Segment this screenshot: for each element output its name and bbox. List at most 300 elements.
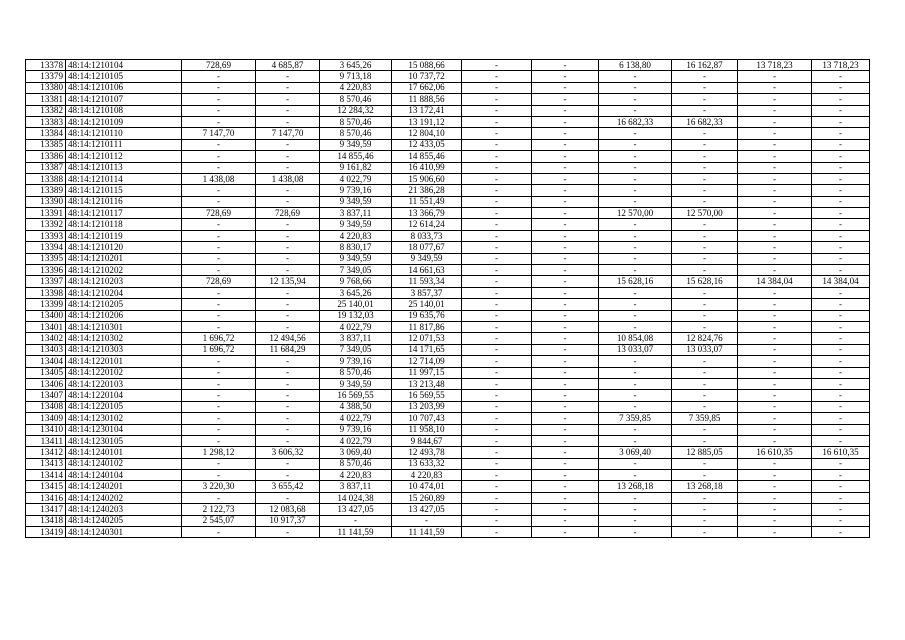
cell-value-col-6: 14 661,63 [392,265,462,276]
cell-value-col-12: - [812,208,870,219]
cell-value-col-8: - [532,401,599,412]
cell-row-number: 13417 [26,504,66,515]
cell-value-col-3: 1 298,12 [182,447,256,458]
cell-value-col-5: 25 140,01 [320,299,392,310]
cell-value-col-7: - [462,424,532,435]
cell-value-col-5: 4 220,83 [320,230,392,241]
cell-value-col-4: - [256,94,320,105]
cell-value-col-7: - [462,435,532,446]
cell-value-col-8: - [532,504,599,515]
table-row [26,128,870,139]
cell-value-col-7: - [462,162,532,173]
cell-cadastral-number: 48:14:1210301 [66,321,182,332]
cell-value-col-8: - [532,378,599,389]
cell-value-col-12: - [812,82,870,93]
cell-cadastral-number: 48:14:1210201 [66,253,182,264]
cell-value-col-6: 19 635,76 [392,310,462,321]
cell-value-col-10: 13 033,07 [672,344,738,355]
cell-value-col-6: 11 817,86 [392,321,462,332]
cell-value-col-9: - [599,470,672,481]
cell-value-col-5: 14 024,38 [320,492,392,503]
cell-value-col-10: - [672,356,738,367]
cell-value-col-3: - [182,435,256,446]
cell-value-col-11: - [738,470,812,481]
table-row [26,242,870,253]
cell-value-col-5: 7 349,05 [320,265,392,276]
cell-value-col-7: - [462,60,532,71]
cell-value-col-7: - [462,299,532,310]
cell-value-col-10: - [672,287,738,298]
cell-value-col-5: 9 349,59 [320,196,392,207]
cell-row-number: 13379 [26,71,66,82]
cell-value-col-3: - [182,310,256,321]
cell-row-number: 13390 [26,196,66,207]
cell-value-col-11: - [738,367,812,378]
cell-value-col-8: - [532,162,599,173]
cell-value-col-9: - [599,390,672,401]
cell-value-col-5: 3 837,11 [320,481,392,492]
cell-value-col-8: - [532,321,599,332]
cell-cadastral-number: 48:14:1210113 [66,162,182,173]
cell-value-col-8: - [532,242,599,253]
cell-value-col-11: - [738,310,812,321]
cell-value-col-7: - [462,447,532,458]
cell-cadastral-number: 48:14:1210119 [66,230,182,241]
cell-value-col-5: 9 349,59 [320,219,392,230]
cell-value-col-9: - [599,458,672,469]
cell-value-col-8: - [532,481,599,492]
cell-value-col-6: 9 349,59 [392,253,462,264]
cell-value-col-12: - [812,470,870,481]
cell-value-col-6: 12 071,53 [392,333,462,344]
cell-row-number: 13392 [26,219,66,230]
cell-value-col-4: - [256,230,320,241]
cell-value-col-10: - [672,321,738,332]
cell-value-col-5: 9 713,18 [320,71,392,82]
cell-row-number: 13386 [26,151,66,162]
cell-row-number: 13405 [26,367,66,378]
cell-value-col-12: - [812,435,870,446]
cell-value-col-8: - [532,128,599,139]
cell-value-col-8: - [532,265,599,276]
cell-value-col-12: - [812,173,870,184]
cell-cadastral-number: 48:14:1210117 [66,208,182,219]
cell-value-col-12: - [812,287,870,298]
cell-row-number: 13409 [26,413,66,424]
cell-value-col-12: - [812,458,870,469]
cell-cadastral-number: 48:14:1240301 [66,527,182,538]
cell-value-col-6: 21 386,28 [392,185,462,196]
cell-value-col-3: - [182,219,256,230]
cell-value-col-12: - [812,139,870,150]
cell-value-col-6: 12 493,78 [392,447,462,458]
cell-value-col-8: - [532,310,599,321]
table-row [26,162,870,173]
cell-value-col-10: - [672,82,738,93]
cell-value-col-7: - [462,185,532,196]
cell-cadastral-number: 48:14:1210106 [66,82,182,93]
cell-value-col-7: - [462,265,532,276]
cell-value-col-7: - [462,151,532,162]
cell-value-col-10: - [672,435,738,446]
cell-row-number: 13378 [26,60,66,71]
cell-value-col-12: - [812,242,870,253]
cell-cadastral-number: 48:14:1210111 [66,139,182,150]
cell-row-number: 13394 [26,242,66,253]
cell-cadastral-number: 48:14:1230102 [66,413,182,424]
table-row [26,276,870,287]
cell-row-number: 13411 [26,435,66,446]
cell-value-col-4: - [256,162,320,173]
cell-value-col-5: 8 570,46 [320,128,392,139]
cell-value-col-6: 15 260,89 [392,492,462,503]
cell-value-col-11: - [738,242,812,253]
cell-cadastral-number: 48:14:1210120 [66,242,182,253]
cell-value-col-6: 12 804,10 [392,128,462,139]
cell-cadastral-number: 48:14:1210110 [66,128,182,139]
cell-value-col-7: - [462,481,532,492]
cell-value-col-9: - [599,253,672,264]
cell-value-col-6: 10 707,43 [392,413,462,424]
cell-value-col-10: 12 885,05 [672,447,738,458]
cell-cadastral-number: 48:14:1210206 [66,310,182,321]
cell-value-col-7: - [462,276,532,287]
cell-value-col-6: 11 958,10 [392,424,462,435]
cell-value-col-6: 10 474,01 [392,481,462,492]
cell-value-col-4: - [256,196,320,207]
cell-value-col-3: - [182,378,256,389]
cell-value-col-4: - [256,185,320,196]
cell-value-col-10: - [672,504,738,515]
cell-value-col-10: - [672,196,738,207]
cell-value-col-9: 15 628,16 [599,276,672,287]
cell-value-col-8: - [532,515,599,526]
cell-value-col-11: - [738,458,812,469]
cell-value-col-7: - [462,116,532,127]
cell-value-col-9: 12 570,00 [599,208,672,219]
cell-value-col-4: - [256,321,320,332]
table-body [26,60,870,538]
cell-value-col-3: - [182,458,256,469]
table-row [26,219,870,230]
table-row [26,105,870,116]
cell-row-number: 13401 [26,321,66,332]
cell-value-col-4: - [256,367,320,378]
cell-row-number: 13418 [26,515,66,526]
cell-cadastral-number: 48:14:1210116 [66,196,182,207]
cell-value-col-9: - [599,265,672,276]
cell-value-col-5: 3 069,40 [320,447,392,458]
cell-cadastral-number: 48:14:1220104 [66,390,182,401]
cell-value-col-12: - [812,230,870,241]
cell-value-col-3: - [182,242,256,253]
cell-value-col-11: - [738,413,812,424]
cell-value-col-5: - [320,515,392,526]
cell-cadastral-number: 48:14:1210109 [66,116,182,127]
cell-value-col-5: 4 220,83 [320,82,392,93]
cell-value-col-11: - [738,128,812,139]
cell-value-col-12: - [812,310,870,321]
cell-value-col-7: - [462,470,532,481]
cell-value-col-3: 2 122,73 [182,504,256,515]
cell-value-col-7: - [462,230,532,241]
cell-value-col-9: - [599,515,672,526]
cell-value-col-10: - [672,71,738,82]
cell-value-col-3: 728,69 [182,276,256,287]
table-row [26,116,870,127]
cell-value-col-8: - [532,82,599,93]
cell-value-col-5: 8 570,46 [320,94,392,105]
cell-cadastral-number: 48:14:1240101 [66,447,182,458]
cell-value-col-6: 10 737,72 [392,71,462,82]
cell-value-col-5: 4 022,79 [320,321,392,332]
cell-value-col-8: - [532,435,599,446]
cell-value-col-11: - [738,515,812,526]
cell-value-col-4: - [256,424,320,435]
cell-value-col-8: - [532,356,599,367]
cell-value-col-11: 14 384,04 [738,276,812,287]
cell-value-col-12: - [812,413,870,424]
cell-value-col-12: - [812,378,870,389]
cell-value-col-10: - [672,527,738,538]
cell-value-col-11: - [738,299,812,310]
cell-value-col-6: 14 171,65 [392,344,462,355]
cell-value-col-6: 13 366,79 [392,208,462,219]
cell-value-col-7: - [462,208,532,219]
cell-cadastral-number: 48:14:1210302 [66,333,182,344]
cell-value-col-11: - [738,139,812,150]
cell-value-col-12: - [812,151,870,162]
cell-value-col-6: 12 614,24 [392,219,462,230]
cell-value-col-3: - [182,356,256,367]
cell-value-col-4: - [256,82,320,93]
cell-value-col-9: - [599,173,672,184]
cell-value-col-12: - [812,162,870,173]
cell-value-col-12: - [812,128,870,139]
cell-cadastral-number: 48:14:1210112 [66,151,182,162]
cell-cadastral-number: 48:14:1210203 [66,276,182,287]
cell-value-col-11: - [738,424,812,435]
cell-cadastral-number: 48:14:1240201 [66,481,182,492]
cell-cadastral-number: 48:14:1210205 [66,299,182,310]
cell-row-number: 13389 [26,185,66,196]
cell-value-col-4: - [256,105,320,116]
cell-value-col-8: - [532,253,599,264]
data-table [25,59,870,538]
cell-value-col-10: - [672,390,738,401]
cell-value-col-9: - [599,321,672,332]
cell-value-col-5: 19 132,03 [320,310,392,321]
cell-value-col-7: - [462,321,532,332]
cell-value-col-4: - [256,299,320,310]
cell-value-col-9: 7 359,85 [599,413,672,424]
cell-value-col-6: 8 033,73 [392,230,462,241]
cell-value-col-5: 11 141,59 [320,527,392,538]
cell-value-col-10: - [672,173,738,184]
cell-value-col-11: - [738,173,812,184]
cell-value-col-6: 11 141,59 [392,527,462,538]
cell-value-col-4: - [256,310,320,321]
cell-value-col-3: 728,69 [182,208,256,219]
cell-value-col-4: - [256,265,320,276]
cell-value-col-10: - [672,94,738,105]
cell-value-col-9: - [599,185,672,196]
cell-cadastral-number: 48:14:1230105 [66,435,182,446]
cell-value-col-10: - [672,128,738,139]
cell-value-col-6: 9 844,67 [392,435,462,446]
cell-value-col-10: - [672,378,738,389]
cell-value-col-4: - [256,492,320,503]
cell-value-col-10: - [672,299,738,310]
cell-value-col-9: - [599,128,672,139]
cell-value-col-6: 11 551,49 [392,196,462,207]
cell-value-col-10: - [672,424,738,435]
table-row [26,287,870,298]
cell-value-col-3: - [182,151,256,162]
cell-row-number: 13388 [26,173,66,184]
table-row [26,492,870,503]
cell-value-col-11: - [738,504,812,515]
cell-value-col-5: 3 837,11 [320,333,392,344]
cell-value-col-7: - [462,287,532,298]
cell-value-col-8: - [532,94,599,105]
cell-value-col-6: 15 088,66 [392,60,462,71]
cell-value-col-8: - [532,299,599,310]
cell-value-col-3: - [182,230,256,241]
cell-value-col-9: - [599,287,672,298]
cell-value-col-6: 11 997,15 [392,367,462,378]
cell-row-number: 13384 [26,128,66,139]
cell-value-col-8: - [532,139,599,150]
table-row [26,333,870,344]
table-row [26,265,870,276]
cell-value-col-11: - [738,378,812,389]
cell-value-col-5: 4 022,79 [320,413,392,424]
cell-cadastral-number: 48:14:1210105 [66,71,182,82]
cell-value-col-12: - [812,94,870,105]
cell-value-col-11: - [738,287,812,298]
cell-row-number: 13414 [26,470,66,481]
cell-value-col-10: - [672,515,738,526]
cell-value-col-12: - [812,219,870,230]
cell-row-number: 13407 [26,390,66,401]
cell-value-col-11: - [738,116,812,127]
cell-value-col-6: 12 433,05 [392,139,462,150]
cell-value-col-6: 13 172,41 [392,105,462,116]
cell-value-col-7: - [462,356,532,367]
table-row [26,321,870,332]
cell-value-col-7: - [462,515,532,526]
cell-value-col-10: - [672,401,738,412]
cell-value-col-11: - [738,208,812,219]
cell-value-col-3: - [182,196,256,207]
cell-value-col-5: 9 161,82 [320,162,392,173]
cell-value-col-6: 16 410,99 [392,162,462,173]
table-row [26,253,870,264]
cell-value-col-11: - [738,344,812,355]
table-row [26,504,870,515]
cell-row-number: 13415 [26,481,66,492]
cell-value-col-12: - [812,344,870,355]
cell-row-number: 13404 [26,356,66,367]
cell-value-col-11: - [738,527,812,538]
cell-row-number: 13402 [26,333,66,344]
cell-value-col-5: 12 284,32 [320,105,392,116]
cell-value-col-9: - [599,230,672,241]
cell-value-col-4: - [256,413,320,424]
table-row [26,481,870,492]
cell-value-col-5: 4 022,79 [320,173,392,184]
cell-value-col-5: 14 855,46 [320,151,392,162]
cell-value-col-3: 7 147,70 [182,128,256,139]
cell-value-col-9: - [599,82,672,93]
cell-row-number: 13380 [26,82,66,93]
cell-value-col-4: - [256,139,320,150]
cell-value-col-9: 16 682,33 [599,116,672,127]
cell-value-col-8: - [532,344,599,355]
cell-value-col-8: - [532,151,599,162]
cell-value-col-12: - [812,424,870,435]
cell-value-col-3: 728,69 [182,60,256,71]
table-row [26,94,870,105]
cell-value-col-10: - [672,253,738,264]
cell-row-number: 13419 [26,527,66,538]
cell-value-col-9: - [599,94,672,105]
cell-value-col-5: 9 739,16 [320,185,392,196]
cell-value-col-11: - [738,390,812,401]
cell-value-col-12: - [812,481,870,492]
cell-value-col-3: 2 545,07 [182,515,256,526]
cell-value-col-10: 12 570,00 [672,208,738,219]
cell-value-col-12: 16 610,35 [812,447,870,458]
cell-value-col-7: - [462,310,532,321]
cell-value-col-9: - [599,299,672,310]
cell-cadastral-number: 48:14:1210107 [66,94,182,105]
cell-row-number: 13398 [26,287,66,298]
cell-value-col-8: - [532,390,599,401]
cell-value-col-11: - [738,219,812,230]
table-row [26,344,870,355]
cell-cadastral-number: 48:14:1240102 [66,458,182,469]
cell-cadastral-number: 48:14:1210115 [66,185,182,196]
cell-value-col-10: - [672,219,738,230]
cell-value-col-11: - [738,151,812,162]
cell-value-col-3: - [182,367,256,378]
cell-value-col-7: - [462,242,532,253]
cell-value-col-12: - [812,504,870,515]
cell-value-col-7: - [462,71,532,82]
cell-value-col-3: - [182,401,256,412]
table-row [26,458,870,469]
cell-value-col-4: - [256,151,320,162]
cell-value-col-6: 11 888,56 [392,94,462,105]
table-row [26,173,870,184]
cell-row-number: 13413 [26,458,66,469]
cell-row-number: 13399 [26,299,66,310]
cell-value-col-9: - [599,492,672,503]
cell-value-col-5: 3 837,11 [320,208,392,219]
cell-value-col-7: - [462,344,532,355]
cell-value-col-9: - [599,196,672,207]
cell-row-number: 13400 [26,310,66,321]
table-row [26,185,870,196]
cell-value-col-11: - [738,265,812,276]
cell-value-col-8: - [532,60,599,71]
cell-value-col-5: 7 349,05 [320,344,392,355]
cell-value-col-3: - [182,527,256,538]
cell-value-col-9: - [599,151,672,162]
cell-value-col-12: - [812,299,870,310]
